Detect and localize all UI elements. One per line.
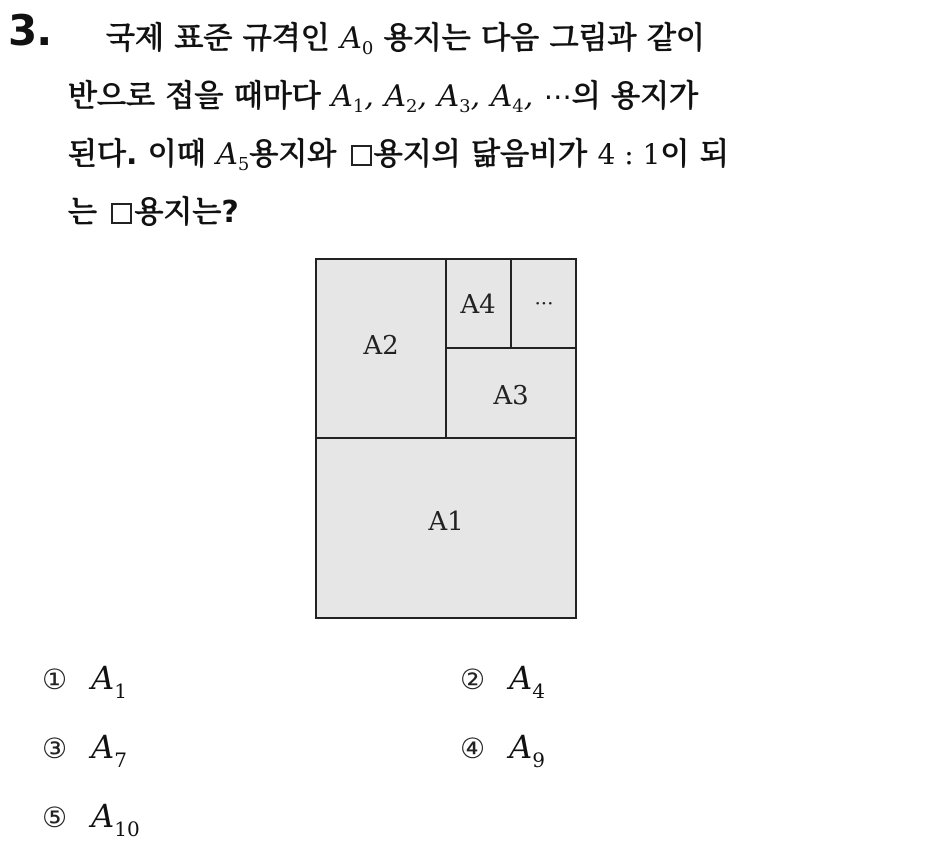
question-stem: [68, 14, 918, 246]
stem-text: 이 되: [660, 137, 729, 172]
stem-text: 용지의 닮음비가: [373, 137, 588, 172]
choice-marker: ③: [42, 732, 68, 765]
stem-text: 는: [68, 195, 97, 230]
choice-value: $A_{10}$: [91, 797, 140, 841]
stem-text: 용지는?: [134, 195, 239, 230]
stem-text: 반으로 접을 때마다: [68, 79, 321, 114]
paper-size-figure: [315, 258, 579, 620]
stem-text: 용지는 다음 그림과 같이: [383, 21, 705, 56]
label-a3: A3: [493, 381, 529, 411]
stem-text: 용지와: [249, 137, 337, 172]
ratio: 4 : 1: [597, 138, 661, 171]
blank-box-icon: [111, 203, 132, 224]
choice-4[interactable]: [460, 727, 545, 772]
label-a1: A1: [428, 507, 464, 537]
math-var: $A_4$,: [490, 79, 534, 117]
stem-line-1: [68, 14, 918, 72]
choice-value: $A_7$: [91, 728, 127, 772]
stem-text: 의 용지가: [571, 79, 699, 114]
choice-3[interactable]: [42, 727, 127, 772]
stem-line-4: [68, 188, 918, 246]
stem-text: 국제 표준 규격인: [106, 21, 330, 56]
ellipsis: ⋯: [543, 80, 572, 113]
choice-marker: ④: [460, 732, 486, 765]
choice-5[interactable]: [42, 796, 140, 841]
choice-marker: ⑤: [42, 801, 68, 834]
label-a2: A2: [363, 331, 399, 361]
question-number: 3.: [8, 6, 52, 55]
blank-box-icon: [351, 145, 372, 166]
math-var: $A_0$: [340, 21, 374, 59]
choice-marker: ②: [460, 663, 486, 696]
math-var: $A_5$: [216, 137, 250, 175]
choice-value: $A_4$: [509, 659, 545, 703]
label-a4: A4: [460, 290, 496, 320]
label-rest: ···: [534, 291, 554, 315]
math-var: $A_1$,: [331, 79, 374, 117]
choice-value: $A_1$: [91, 659, 127, 703]
math-var: $A_2$,: [384, 79, 427, 117]
stem-line-3: [68, 130, 918, 188]
choice-value: $A_9$: [509, 728, 545, 772]
choice-marker: ①: [42, 663, 68, 696]
choice-2[interactable]: [460, 658, 545, 703]
stem-text: 된다. 이때: [68, 137, 206, 172]
choice-1[interactable]: [42, 658, 127, 703]
stem-line-2: [68, 72, 918, 130]
math-var: $A_3$,: [437, 79, 481, 117]
